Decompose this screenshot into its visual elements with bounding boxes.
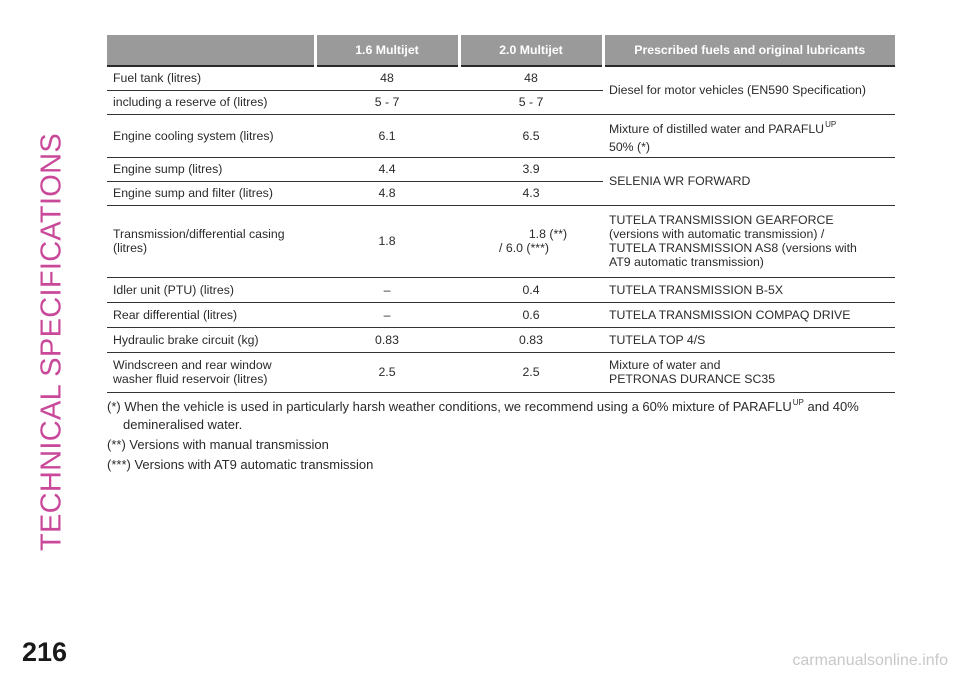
footnote-1-text-end: and 40% demineralised water.: [123, 399, 859, 432]
footnote-1: [107, 394, 907, 434]
coolant-sup: UP: [825, 119, 837, 129]
value-2-0: [459, 205, 603, 277]
watermark: carmanualsonline.info: [792, 652, 948, 669]
page-number: 216: [22, 637, 68, 667]
table-row: [107, 157, 895, 181]
table-row: [107, 302, 895, 327]
fuel-rear-diff: TUTELA TRANSMISSION COMPAQ DRIVE: [603, 302, 895, 327]
fuel-line: Mixture of water and: [609, 358, 721, 372]
header-item: [107, 35, 315, 66]
fuel-line: (versions with automatic transmission) /: [609, 227, 825, 241]
fuel-brake: TUTELA TOP 4/S: [603, 327, 895, 352]
table-row: [107, 327, 895, 352]
row-label: Rear differential (litres): [107, 302, 315, 327]
row-label-line1: Windscreen and rear window: [113, 358, 272, 372]
row-label: including a reserve of (litres): [107, 90, 315, 114]
value-2-0: 48: [459, 66, 603, 90]
fuel-selenia: SELENIA WR FORWARD: [603, 157, 895, 205]
section-title: TECHNICAL SPECIFICATIONS: [35, 132, 68, 552]
table-row: [107, 66, 895, 90]
value-2-0: 0.83: [459, 327, 603, 352]
row-label: Hydraulic brake circuit (kg): [107, 327, 315, 352]
transmission-manual-value: 1.8: [528, 227, 546, 241]
specifications-table: [107, 35, 895, 393]
value-2-0: 3.9: [459, 157, 603, 181]
value-1-6: 2.5: [315, 352, 459, 392]
value-2-0: 0.6: [459, 302, 603, 327]
value-1-6: 4.4: [315, 157, 459, 181]
footnote-2: (**) Versions with manual transmission: [107, 437, 329, 452]
fuel-transmission: [603, 205, 895, 277]
fuel-coolant: [603, 114, 895, 157]
header-1-6-multijet: 1.6 Multijet: [315, 35, 459, 66]
value-2-0: 5 - 7: [459, 90, 603, 114]
value-1-6: 1.8: [315, 205, 459, 277]
row-label: Engine sump and filter (litres): [107, 181, 315, 205]
transmission-at9-value: / 6.0: [499, 241, 523, 255]
table-row: [107, 352, 895, 392]
row-label: Engine cooling system (litres): [107, 114, 315, 157]
value-1-6: –: [315, 277, 459, 302]
fuel-line: TUTELA TRANSMISSION GEARFORCE: [609, 213, 834, 227]
header-2-0-multijet: 2.0 Multijet: [459, 35, 603, 66]
fuel-ptu: TUTELA TRANSMISSION B-5X: [603, 277, 895, 302]
header-prescribed-fuels: Prescribed fuels and original lubricants: [603, 35, 895, 66]
value-2-0: 6.5: [459, 114, 603, 157]
value-1-6: 48: [315, 66, 459, 90]
row-label: Engine sump (litres): [107, 157, 315, 181]
footnote-mark-2: (**): [549, 227, 568, 241]
coolant-line2: 50%: [609, 139, 634, 154]
footnote-mark-3: (***): [526, 241, 549, 255]
footnote-1-text: (*) When the vehicle is used in particularly harsh weather conditions, we recommend using a 60% mixture of PARAFLU: [107, 399, 792, 414]
value-2-0: 2.5: [459, 352, 603, 392]
row-label: Idler unit (PTU) (litres): [107, 277, 315, 302]
footnote-1-sup: UP: [792, 398, 804, 407]
coolant-footnote-mark: (*): [637, 139, 651, 154]
table-row: [107, 277, 895, 302]
value-2-0: 0.4: [459, 277, 603, 302]
value-1-6: 0.83: [315, 327, 459, 352]
fuel-line: PETRONAS DURANCE SC35: [609, 372, 776, 386]
fuel-washer: [603, 352, 895, 392]
value-1-6: 4.8: [315, 181, 459, 205]
row-label-line1: Transmission/differential casing: [113, 227, 285, 241]
row-label: [107, 205, 315, 277]
fuel-line: AT9 automatic transmission): [609, 255, 764, 269]
row-label: Fuel tank (litres): [107, 66, 315, 90]
coolant-line1: Mixture of distilled water and PARAFLU: [609, 121, 825, 136]
table-row: [107, 205, 895, 277]
footnotes: [107, 394, 907, 476]
footnote-3: (***) Versions with AT9 automatic transmission: [107, 457, 374, 472]
value-1-6: 6.1: [315, 114, 459, 157]
table-row: [107, 114, 895, 157]
value-2-0: 4.3: [459, 181, 603, 205]
row-label-line2: (litres): [113, 241, 148, 255]
value-1-6: 5 - 7: [315, 90, 459, 114]
fuel-line: TUTELA TRANSMISSION AS8 (versions with: [609, 241, 857, 255]
fuel-diesel: Diesel for motor vehicles (EN590 Specification): [603, 66, 895, 114]
row-label: [107, 352, 315, 392]
value-1-6: –: [315, 302, 459, 327]
row-label-line2: washer fluid reservoir (litres): [113, 372, 268, 386]
table-header-row: [107, 35, 895, 66]
